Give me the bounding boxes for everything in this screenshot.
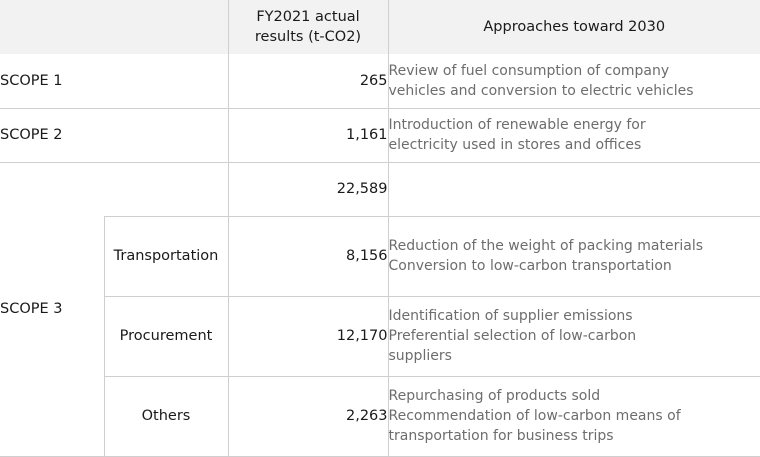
approach-line: Review of fuel consumption of company	[389, 61, 760, 81]
scope3-others-row	[0, 376, 760, 456]
scope3-others-value: 2,263	[228, 376, 388, 456]
approach-line: Repurchasing of products sold	[389, 386, 760, 406]
scope3-others-approach	[388, 376, 760, 456]
header-actual-line1: FY2021 actual	[256, 9, 359, 25]
scope2-label: SCOPE 2	[0, 108, 228, 162]
approach-line: suppliers	[389, 346, 760, 366]
approach-line: transportation for business trips	[389, 426, 760, 446]
approach-line: vehicles and conversion to electric vehicles	[389, 81, 760, 101]
scope3-total-category	[104, 162, 228, 216]
header-scope-cell	[0, 0, 228, 54]
header-approaches: Approaches toward 2030	[388, 0, 760, 54]
approach-line: Recommendation of low-carbon means of	[389, 406, 760, 426]
scope1-row	[0, 54, 760, 108]
header-actual-line2: results (t-CO2)	[255, 29, 361, 45]
scope3-transportation-value: 8,156	[228, 216, 388, 296]
approach-line: Identification of supplier emissions	[389, 306, 760, 326]
scope2-row	[0, 108, 760, 162]
scope1-approach	[388, 54, 760, 108]
approach-line: Preferential selection of low-carbon	[389, 326, 760, 346]
header-actual-results	[228, 0, 388, 54]
approach-line: Reduction of the weight of packing materials	[389, 236, 760, 256]
scope3-category-procurement: Procurement	[104, 296, 228, 376]
approach-line: Conversion to low-carbon transportation	[389, 256, 760, 276]
scope3-procurement-row	[0, 296, 760, 376]
scope3-procurement-approach	[388, 296, 760, 376]
scope3-procurement-value: 12,170	[228, 296, 388, 376]
header-row	[0, 0, 760, 54]
approach-line: electricity used in stores and offices	[389, 135, 760, 155]
scope3-total-value: 22,589	[228, 162, 388, 216]
scope3-total-row	[0, 162, 760, 216]
scope3-category-others: Others	[104, 376, 228, 456]
scope1-label: SCOPE 1	[0, 54, 228, 108]
scope2-approach	[388, 108, 760, 162]
scope3-total-approach	[388, 162, 760, 216]
scope1-value: 265	[228, 54, 388, 108]
scope3-label: SCOPE 3	[0, 162, 104, 456]
approach-line: Introduction of renewable energy for	[389, 115, 760, 135]
scope2-value: 1,161	[228, 108, 388, 162]
scope3-transportation-approach	[388, 216, 760, 296]
scope3-transportation-row	[0, 216, 760, 296]
scope3-category-transportation: Transportation	[104, 216, 228, 296]
